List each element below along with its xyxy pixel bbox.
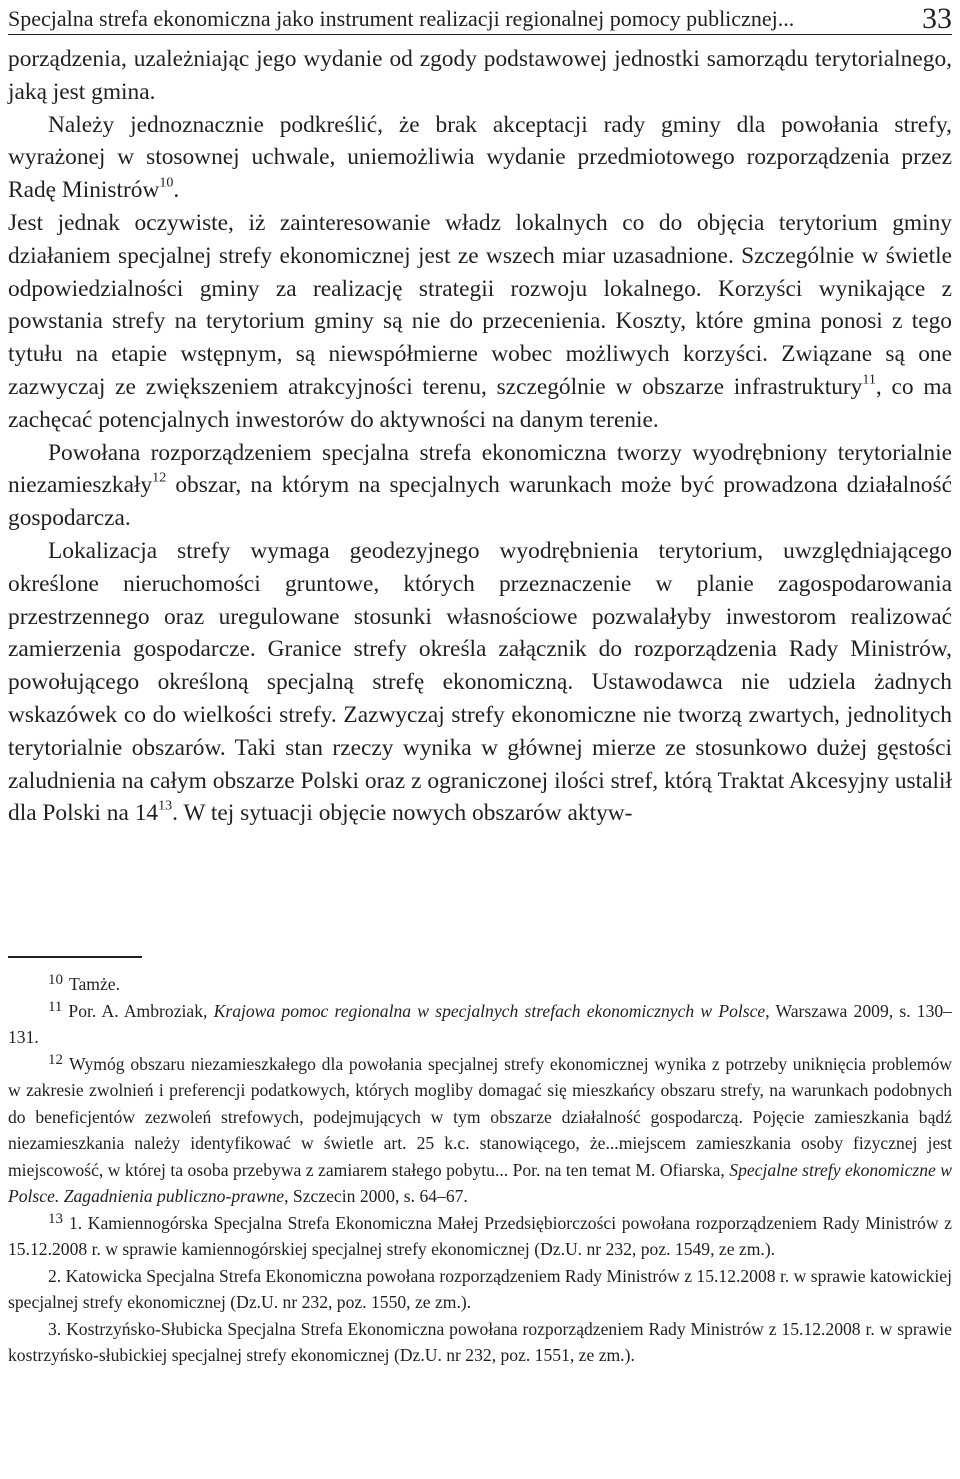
footnote-13-item: 3. Kostrzyńsko-Słubicka Specjalna Strefa Ekonomiczna powołana rozporządzeniem Rady Ministrów z 15.12.2008 r. w sprawie kostrzyńsko-słubickiej specjalnej strefy ekonomicznej (Dz.U. nr 232, poz. 1551, ze zm.). xyxy=(8,1318,952,1365)
paragraph-text: . xyxy=(173,177,180,204)
footnote-text: , Szczecin 2000, s. 64–67. xyxy=(284,1186,468,1206)
footnote-ref: 13 xyxy=(158,797,173,814)
footnote-ref: 10 xyxy=(159,174,174,191)
footnote-number: 12 xyxy=(48,1051,63,1068)
footnotes xyxy=(8,971,952,1369)
footnote-13 xyxy=(8,1210,952,1263)
paragraph-text: . W tej sytuacji objęcie nowych obszarów aktyw- xyxy=(172,800,633,827)
paragraph-text: , co ma zachęcać potencjalnych inwestorów do aktywności na danym terenie. xyxy=(8,373,952,433)
cited-title: Krajowa pomoc regionalna w specjalnych strefach ekonomicznych w Polsce xyxy=(213,1000,766,1021)
paragraph-text: obszar, na którym na specjalnych warunkach może być prowadzona działalność gospodarcza. xyxy=(8,472,952,532)
footnote-number: 11 xyxy=(48,998,63,1015)
paragraph xyxy=(8,535,952,830)
footnote-ref: 11 xyxy=(862,371,876,388)
page-number: 33 xyxy=(922,2,952,35)
footnote-text: Tamże. xyxy=(68,974,120,994)
footnote-10 xyxy=(8,971,952,998)
footnote-text: 1. Kamiennogórska Specjalna Strefa Ekonomiczna Małej Przedsiębiorczości powołana rozporządzeniem Rady Ministrów z 15.12.2008 r. w sprawie kamiennogórskiej specjalnej strefy ekonomicznej (Dz.U. nr 232, poz. 1549, ze zm.). xyxy=(8,1212,952,1259)
footnote-11 xyxy=(8,998,952,1051)
paragraph-text: Powołana rozporządzeniem specjalna strefa ekonomiczna tworzy wyodrębniony terytorialnie niezamieszkały xyxy=(8,439,952,499)
footnote-text: Wymóg obszaru niezamieszkałego dla powołania specjalnej strefy ekonomicznej wynika z potrzeby uniknięcia problemów w zakresie zwolnień i preferencji podatkowych, których mogliby domagać się mieszkańcy obszaru strefy, na warunkach podobnych do beneficjentów zezwoleń strefowych, podejmujących w tym obszarze działalność gospodarczą. Pojęcie zamieszkania bądź niezamieszkania należy identyfikować w świetle art. 25 k.c. stanowiącego, że...miejscem zamieszkania osoby fizycznej jest miejscowość, w której ta osoba przebywa z zamiarem stałego pobytu... Por. na ten temat M. Ofiarska, xyxy=(8,1053,952,1180)
paragraph xyxy=(8,207,952,437)
main-text xyxy=(8,43,952,830)
footnote-text: Por. A. Ambroziak, xyxy=(68,1000,214,1021)
running-header xyxy=(8,4,952,35)
footnote-number: 13 xyxy=(48,1210,63,1227)
paragraph xyxy=(8,437,952,535)
footnote-separator xyxy=(8,956,142,958)
header-title: Specjalna strefa ekonomiczna jako instrument realizacji regionalnej pomocy publicznej... xyxy=(8,6,795,31)
paragraph-text: Lokalizacja strefy wymaga geodezyjnego wyodrębnienia terytorium, uwzględniającego określone nieruchomości gruntowe, których przeznaczenie w planie zagospodarowania przestrzennego oraz uregulowane stosunki własnościowe pozwalałyby inwestorom realizować zamierzenia gospodarcze. Granice strefy określa załącznik do rozporządzenia Rady Ministrów, powołującego określoną specjalną strefę ekonomiczną. Ustawodawca nie udziela żadnych wskazówek co do wielkości strefy. Zazwyczaj strefy ekonomiczne nie tworzą zwartych, jednolitych terytorialnie obszarów. Taki stan rzeczy wynika w głównej mierze ze stosunkowo dużej gęstości zaludnienia na całym obszarze Polski oraz z ograniczonej ilości stref, którą Traktat Akcesyjny ustalił dla Polski na 14 xyxy=(8,537,952,827)
footnote-ref: 12 xyxy=(152,469,167,486)
footnote-number: 10 xyxy=(48,972,63,989)
paragraph: porządzenia, uzależniając jego wydanie od zgody podstawowej jednostki samorządu terytorialnego, jaką jest gmina. xyxy=(8,46,952,105)
paragraph-text: Należy jednoznacznie podkreślić, że brak akceptacji rady gminy dla powołania strefy, wyrażonej w stosownej uchwale, uniemożliwia wydanie przedmiotowego rozporządzenia przez Radę Ministrów xyxy=(8,111,952,204)
footnote-text: , Warszawa 2009, s. 130–131. xyxy=(8,1000,952,1047)
cited-title: Specjalne strefy ekonomiczne w Polsce. Zagadnienia publiczno-prawne xyxy=(8,1159,952,1206)
paragraph xyxy=(8,109,952,207)
footnote-12 xyxy=(8,1051,952,1210)
footnote-13-item: 2. Katowicka Specjalna Strefa Ekonomiczna powołana rozporządzeniem Rady Ministrów z 15.12.2008 r. w sprawie katowickiej specjalnej strefy ekonomicznej (Dz.U. nr 232, poz. 1550, ze zm.). xyxy=(8,1265,952,1312)
paragraph-text: Jest jednak oczywiste, iż zainteresowanie władz lokalnych co do objęcia terytorium gminy działaniem specjalnej strefy ekonomicznej jest ze wszech miar uzasadnione. Szczególnie w świetle odpowiedzialności gminy za realizację strategii rozwoju lokalnego. Korzyści wynikające z powstania strefy na terytorium gminy są nie do przecenienia. Koszty, które gmina ponosi z tego tytułu na etapie wstępnym, są niewspółmierne wobec możliwych korzyści. Związane są one zazwyczaj ze zwiększeniem atrakcyjności terenu, szczególnie w obszarze infrastruktury xyxy=(8,209,952,400)
